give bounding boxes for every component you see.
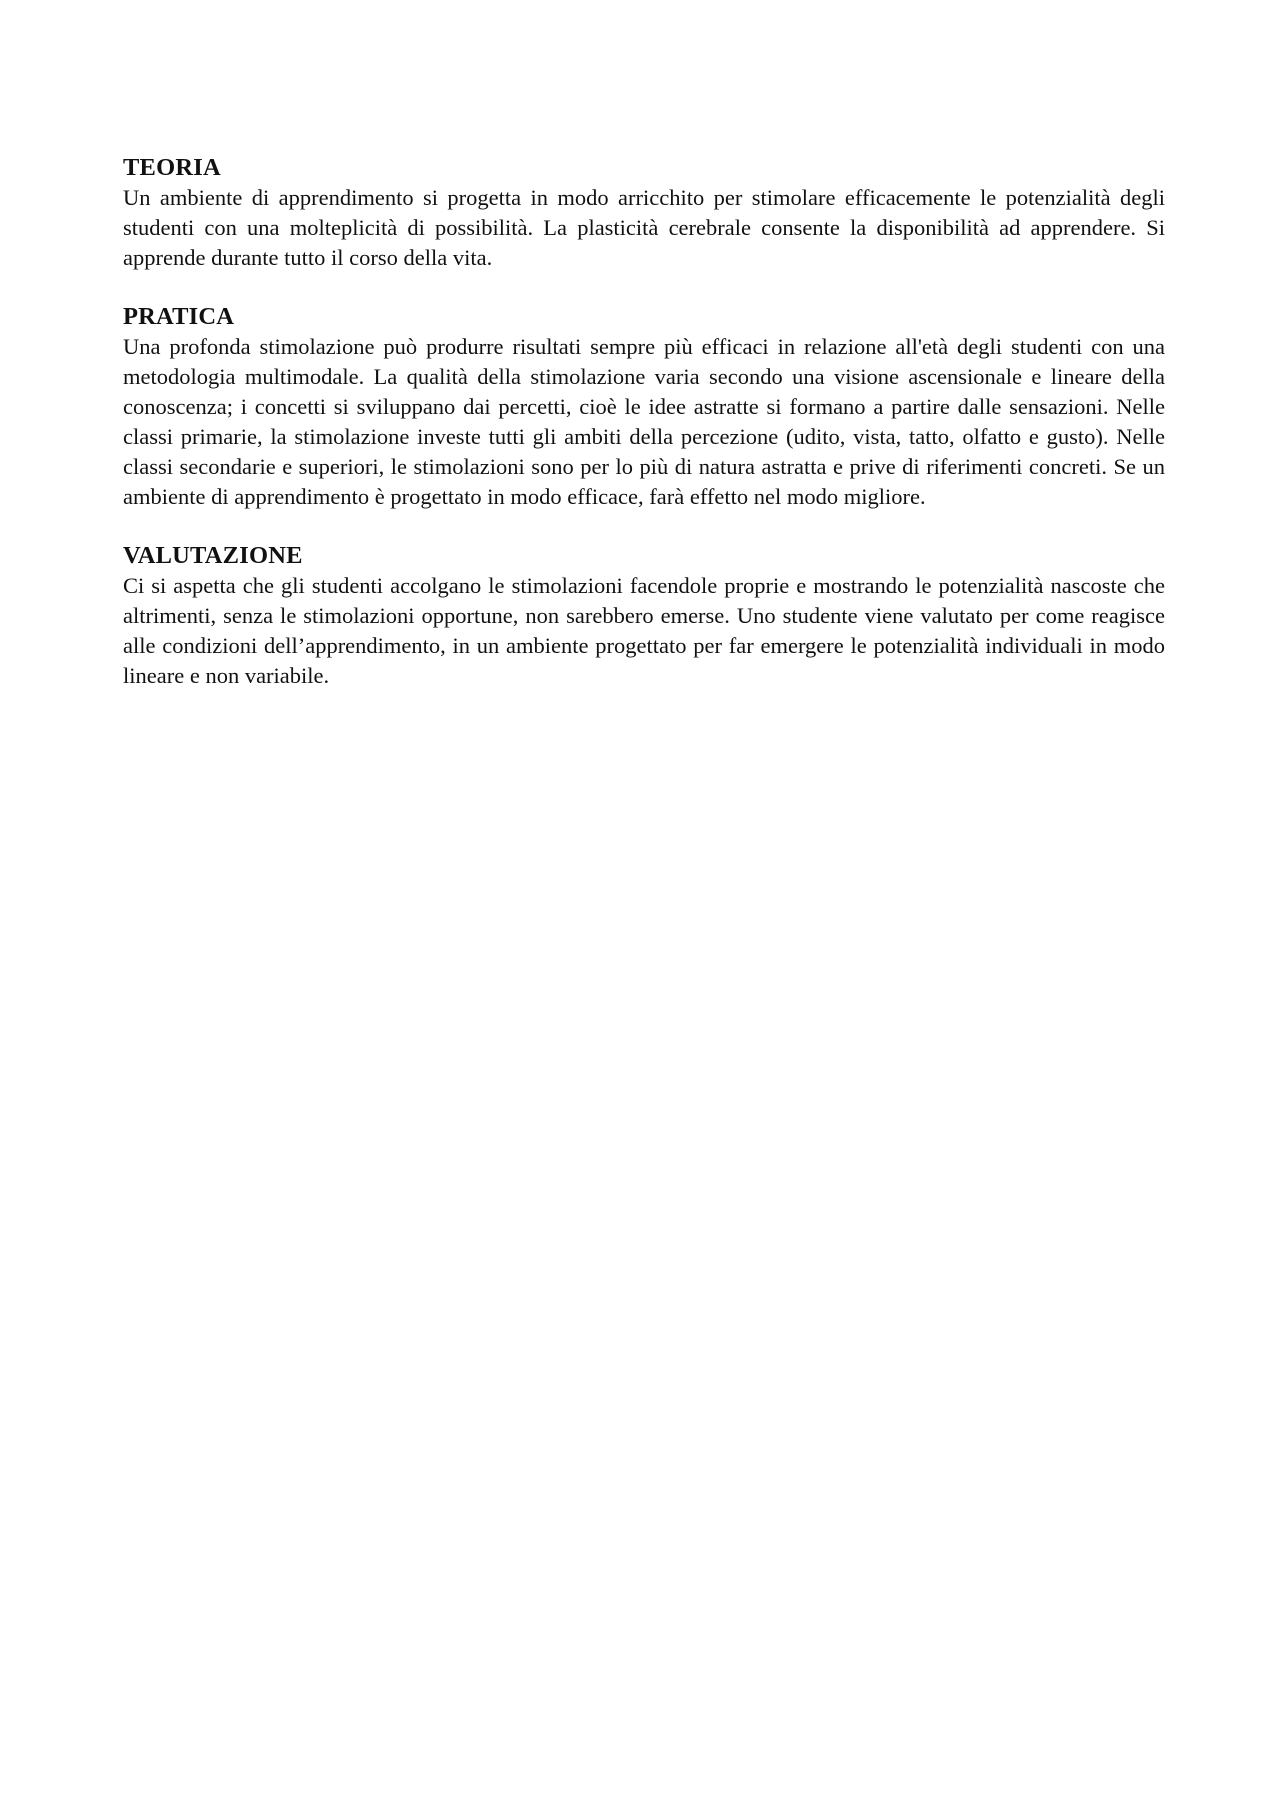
section-heading: VALUTAZIONE [123, 542, 303, 569]
section-paragraph: Un ambiente di apprendimento si progetta in modo arricchito per stimolare efficacemente le potenzialità degli studenti con una molteplicità di possibilità. La plasticità cerebrale consente la disponibilità ad apprendere. Si apprende durante tutto il corso della vita. [123, 185, 1165, 270]
section-heading: TEORIA [123, 154, 221, 181]
section-paragraph: Una profonda stimolazione può produrre risultati sempre più efficaci in relazione all'età degli studenti con una metodologia multimodale. La qualità della stimolazione varia secondo una visione ascensionale e lineare della conoscenza; i concetti si sviluppano dai percetti, cioè le idee astratte si formano a partire dalle sensazioni. Nelle classi primarie, la stimolazione investe tutti gli ambiti della percezione (udito, vista, tatto, olfatto e gusto). Nelle classi secondarie e superiori, le stimolazioni sono per lo più di natura astratta e prive di riferimenti concreti. Se un ambiente di apprendimento è progettato in modo efficace, farà effetto nel modo migliore. [123, 334, 1165, 509]
section-pratica [123, 302, 1165, 512]
section-teoria [123, 153, 1165, 273]
section-valutazione [123, 541, 1165, 691]
document-page [123, 153, 1165, 720]
section-paragraph: Ci si aspetta che gli studenti accolgano le stimolazioni facendole proprie e mostrando le potenzialità nascoste che altrimenti, senza le stimolazioni opportune, non sarebbero emerse. Uno studente viene valutato per come reagisce alle condizioni dell’apprendimento, in un ambiente progettato per far emergere le potenzialità individuali in modo lineare e non variabile. [123, 573, 1165, 688]
section-heading: PRATICA [123, 303, 235, 330]
